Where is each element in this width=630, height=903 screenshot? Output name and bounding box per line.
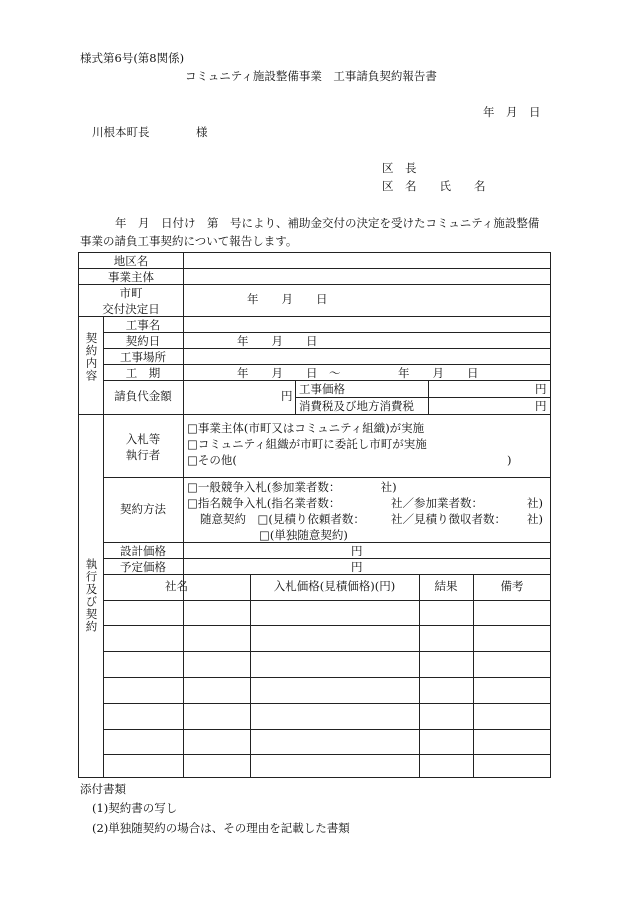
bidder-option-1: □事業主体(市町又はコミュニティ組織)が実施	[187, 421, 425, 435]
work-price-yen: 円	[535, 382, 547, 396]
work-price-label: 工事価格	[299, 382, 345, 396]
attachments-heading: 添付書類	[80, 782, 126, 796]
contract-date-value: 年 月 日	[237, 334, 318, 348]
method-option-nominated: □指名競争入札(指名業者数：	[187, 496, 341, 510]
col-bid-price: 入札価格(見積価格)(円)	[273, 579, 396, 593]
period-label: 工 期	[125, 366, 161, 380]
decision-date-value: 年 月 日	[247, 292, 328, 306]
method-option-discretionary: 随意契約 □(見積り依頼者数：	[200, 512, 365, 526]
contract-date-label: 契約日	[125, 334, 161, 348]
tax-label: 消費税及び地方消費税	[299, 399, 414, 413]
design-price-yen: 円	[351, 544, 363, 558]
planned-price-label: 予定価格	[120, 560, 166, 574]
design-price-label: 設計価格	[120, 544, 166, 558]
contract-section-label: 契約内容	[84, 332, 99, 382]
period-value: 年 月 日 〜 年 月 日	[237, 366, 479, 380]
tax-yen: 円	[535, 399, 547, 413]
col-remarks: 備考	[500, 579, 524, 593]
attachment-item-1: (1)契約書の写し	[92, 801, 178, 815]
work-name-label: 工事名	[125, 318, 161, 332]
intro-line-2: 事業の請負工事契約について報告します。	[80, 234, 298, 248]
method-option-sole: □(単独随意契約)	[259, 528, 348, 542]
bidder-label: 入札等 執行者	[125, 432, 161, 462]
planned-price-yen: 円	[351, 560, 363, 574]
work-place-label: 工事場所	[120, 350, 166, 364]
form-number: 様式第6号(第8関係)	[80, 51, 185, 65]
district-name-signature: 区 名 氏 名	[382, 179, 486, 193]
amount-label: 請負代金額	[114, 389, 172, 403]
addressee: 川根本町長	[92, 125, 150, 139]
execution-section-label: 執行及び契約	[84, 558, 99, 633]
document-title: コミュニティ施設整備事業 工事請負契約報告書	[185, 69, 437, 83]
report-date: 年 月 日	[483, 105, 541, 119]
operator-label: 事業主体	[108, 270, 154, 284]
bidder-option-3-close: )	[507, 453, 512, 467]
decision-date-label: 市町 交付決定日	[102, 286, 160, 316]
col-result: 結果	[434, 579, 458, 593]
amount-yen: 円	[281, 389, 293, 403]
district-head: 区 長	[382, 161, 417, 175]
method-option-general: □一般競争入札(参加業者数： 社)	[187, 480, 397, 494]
bidder-option-3: □その他(	[187, 453, 237, 467]
honorific: 様	[196, 125, 208, 139]
attachment-item-2: (2)単独随契約の場合は、その理由を記載した書類	[92, 821, 350, 835]
report-form-table: 地区名 事業主体 市町 交付決定日 年 月 日 契約内容 工事名 契約日 年 月 日 工事場所 工 期 年 月 日 〜 年 月 日 請負代金額 円 工事価格 円 消費税及び地方消費税 円 執行及び契約 入札等 執行者 □事業主体(市町又はコミュニティ組織)が実施 □コミュニティ組織が市町に委託し市町が実施 □その他( ) 契約方法 □一般競争入札(参加業者数： 社) □指名競争入札(指名業者数： 社／参加業者数： 社) 随意契約 □(見積り依頼者数： 社／見積り徴収者数： 社) □(単独随意契約) 設計価格 円 予定価格 円 社名 入札価格(見積価格)(円) 結果 備考	[78, 252, 551, 778]
bidder-option-2: □コミュニティ組織が市町に委託し市町が実施	[187, 437, 427, 451]
method-label: 契約方法	[120, 502, 166, 516]
col-company: 社名	[165, 579, 188, 593]
district-label: 地区名	[113, 254, 149, 268]
intro-line-1: 年 月 日付け 第 号により、補助金交付の決定を受けたコミュニティ施設整備	[115, 216, 540, 230]
